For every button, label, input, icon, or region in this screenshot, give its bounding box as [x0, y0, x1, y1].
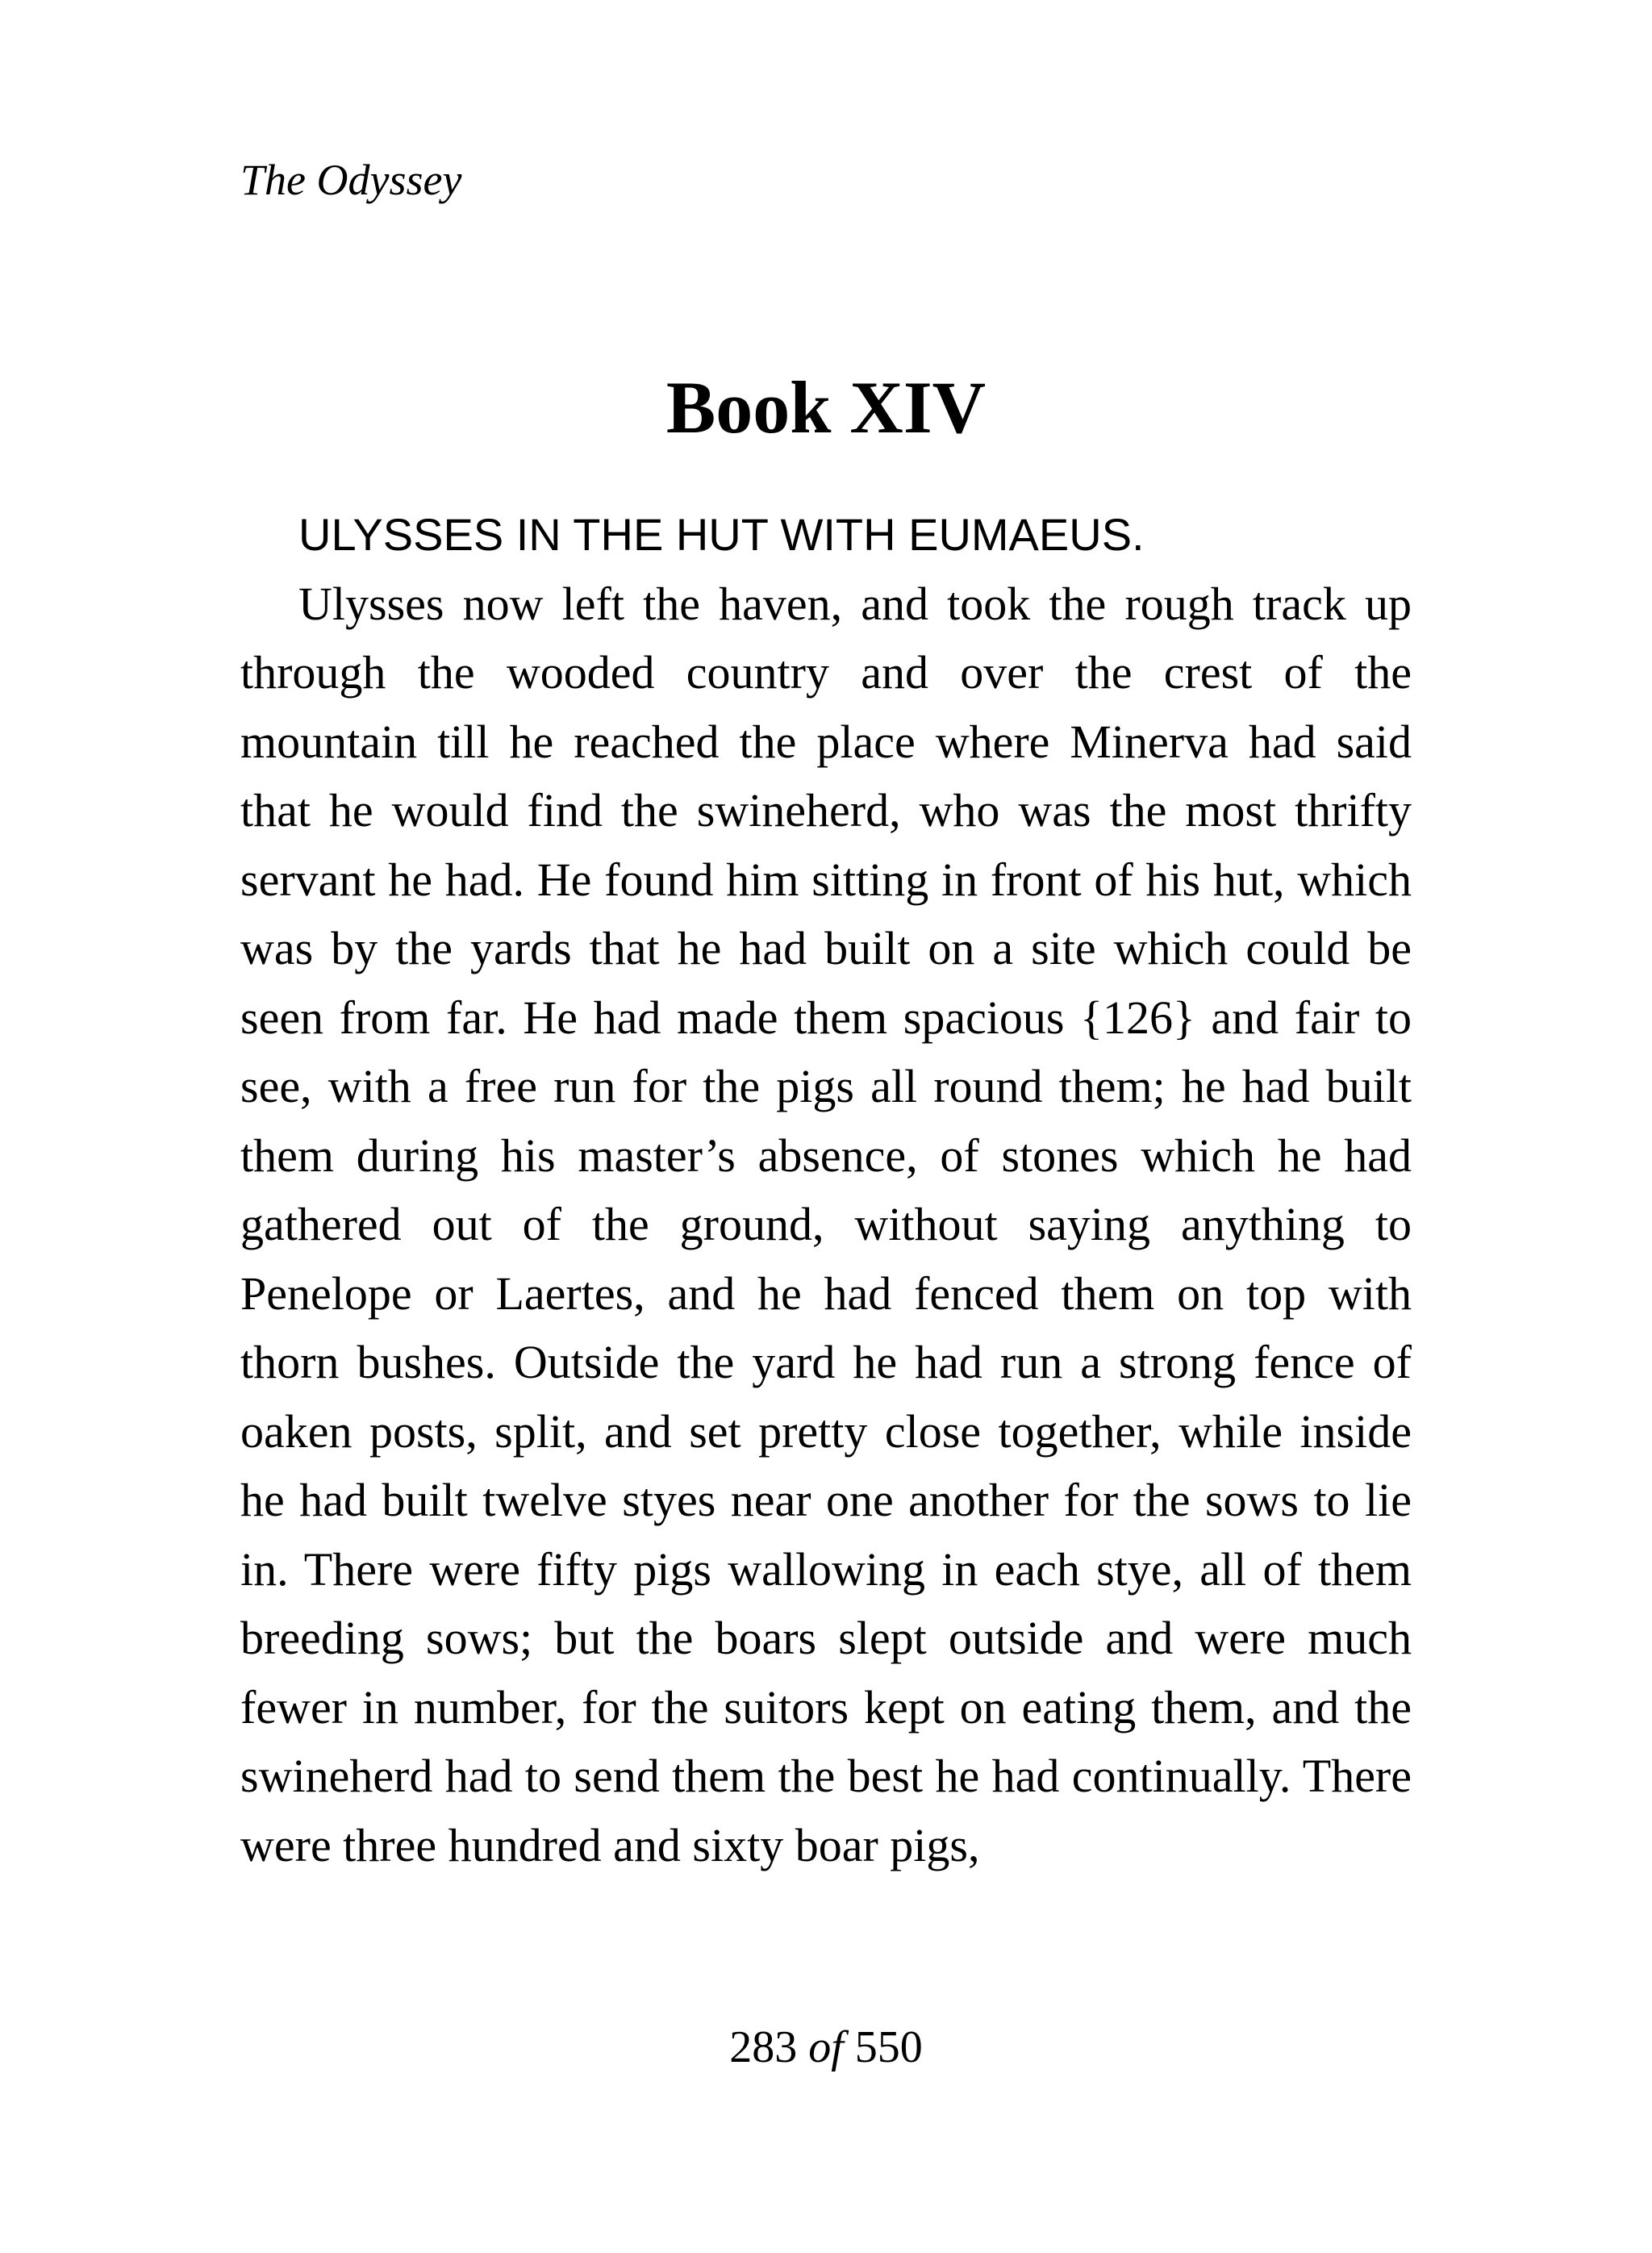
body-text [240, 500, 1412, 1880]
chapter-title: Book XIV [665, 366, 987, 449]
of-label: of [808, 2022, 844, 2072]
current-page: 283 [729, 2022, 798, 2072]
body-paragraph: Ulysses now left the haven, and took the rough track up through the wooded country and over the crest of the mountain till he reached the place where Minerva had said that he would find the swineherd, who was the most thrifty servant he had. He found him sitting in front of his hut, which was by the yards that he had built on a site which could be seen from far. He had made them spacious {126} and fair to see, with a free run for the pigs all round them; he had built them during his master’s absence, of stones which he had gathered out of the ground, without saying anything to Penelope or Laertes, and he had fenced them on top with thorn bushes. Outside the yard he had run a strong fence of oaken posts, split, and set pretty close together, while inside he had built twelve styes near one another for the sows to lie in. There were fifty pigs wallowing in each stye, all of them breeding sows; but the boars slept outside and were much fewer in number, for the suitors kept on eating them, and the swineherd had to send them the best he had continually. There were three hundred and sixty boar pigs, [240, 577, 1412, 1871]
running-head: The Odyssey [240, 156, 462, 204]
total-pages: 550 [854, 2022, 923, 2072]
page-number [0, 2015, 1652, 2080]
chapter-subtitle: ULYSSES IN THE HUT WITH EUMAEUS. [298, 509, 1145, 560]
